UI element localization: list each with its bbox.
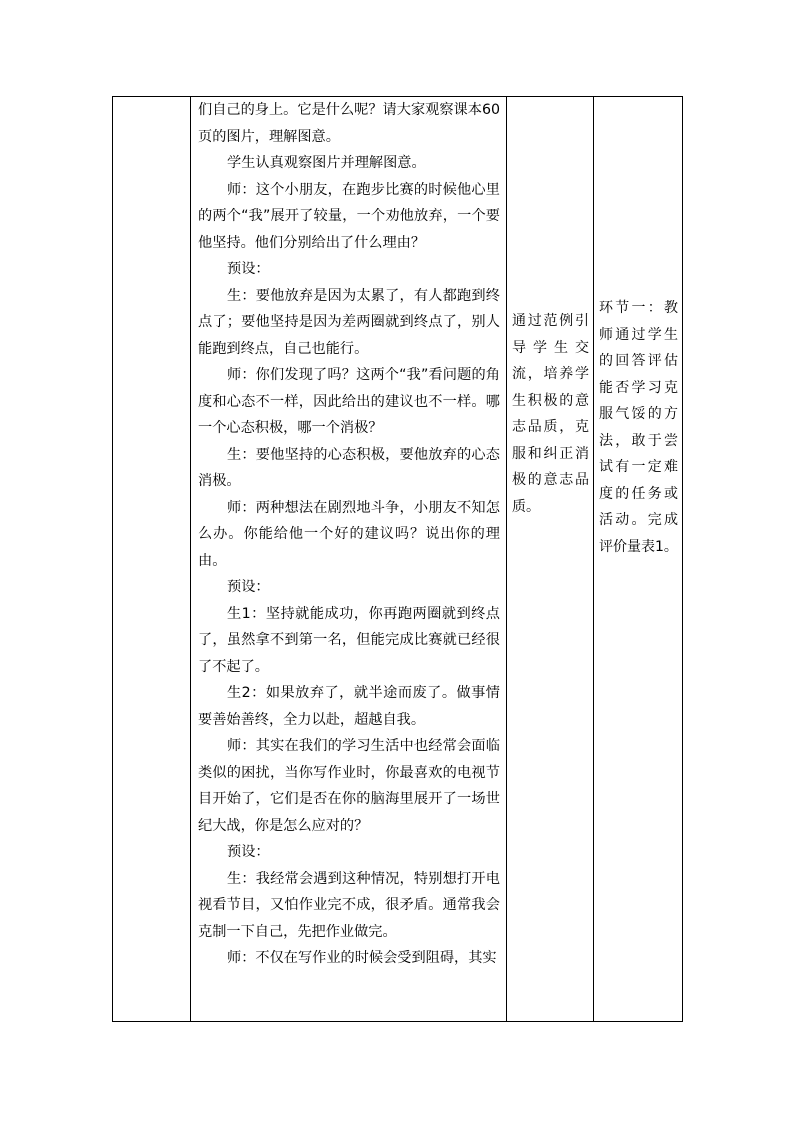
process-paragraph: 生：要他放弃是因为太累了，有人都跑到终点了；要他坚持是因为差两圈就到终点了，别人能跑到终点，自己也能行。 <box>198 287 500 357</box>
process-paragraph: 生2：如果放弃了，就半途而废了。做事情要善始善终，全力以赴，超越自我。 <box>198 685 500 728</box>
process-paragraph: 生：要他坚持的心态积极，要他放弃的心态消极。 <box>198 446 500 489</box>
process-paragraph: 们自己的身上。它是什么呢？请大家观察课本60页的图片，理解图意。 <box>198 102 500 145</box>
process-paragraph: 师：这个小朋友，在跑步比赛的时候他心里的两个“我”展开了较量，一个劝他放弃，一个要他坚持。他们分别给出了什么理由？ <box>198 181 500 251</box>
process-paragraph: 预设： <box>227 579 270 595</box>
process-paragraph: 预设： <box>227 261 270 277</box>
process-paragraph: 师：两种想法在剧烈地斗争，小朋友不知怎么办。你能给他一个好的建议吗？说出你的理由。 <box>198 499 500 569</box>
process-paragraph: 学生认真观察图片并理解图意。 <box>227 155 426 171</box>
design-intent-text: 通过范例引导学生交流，培养学生积极的意志品质，克服和纠正消极的意志品质。 <box>512 313 589 515</box>
teaching-process-cell <box>191 97 507 1022</box>
process-paragraph: 师：其实在我们的学习生活中也经常会面临类似的困扰，当你写作业时，你最喜欢的电视节目开始了，它们是否在你的脑海里展开了一场世纪大战，你是怎么应对的？ <box>198 738 500 834</box>
process-paragraph: 生：我经常会遇到这种情况，特别想打开电视看节目，又怕作业完不成，很矛盾。通常我会克制一下自己，先把作业做完。 <box>198 870 500 940</box>
label-column-cell <box>113 97 191 1022</box>
evaluation-note-text: 环节一：教师通过学生的回答评估能否学习克服气馁的方法，敢于尝试有一定难度的任务或活动。完成评价量表1。 <box>599 300 678 555</box>
teaching-process-text <box>191 97 506 972</box>
process-paragraph: 预设： <box>227 844 270 860</box>
process-paragraph: 师：你们发现了吗？这两个“我”看问题的角度和心态不一样，因此给出的建议也不一样。哪一个心态积极，哪一个消极？ <box>198 367 500 436</box>
design-intent-cell <box>507 97 594 1022</box>
lesson-plan-table <box>112 96 683 1022</box>
process-paragraph: 师：不仅在写作业的时候会受到阻碍，其实 <box>227 950 497 966</box>
evaluation-cell <box>594 97 683 1022</box>
process-paragraph: 生1：坚持就能成功，你再跑两圈就到终点了，虽然拿不到第一名，但能完成比赛就已经很了不起了。 <box>198 605 500 675</box>
